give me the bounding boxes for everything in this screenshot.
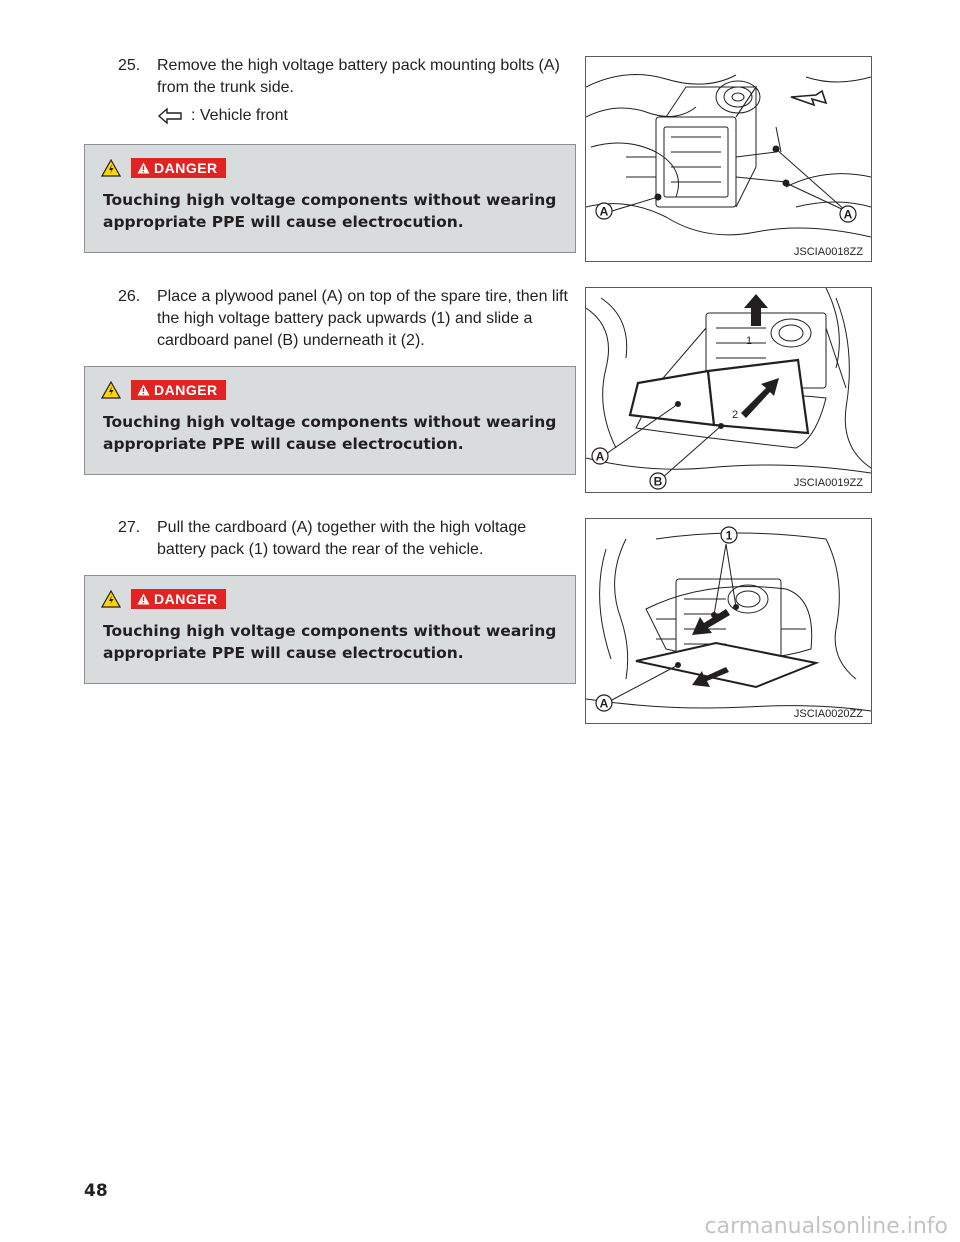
- warning-triangle-icon: [137, 384, 150, 396]
- danger-text: Touching high voltage components without wearing appropriate PPE will cause electrocution.: [103, 622, 557, 662]
- svg-text:A: A: [595, 449, 605, 464]
- figure-battery-bolts: [585, 56, 872, 262]
- label-a: [592, 448, 608, 464]
- label-1: [721, 527, 737, 543]
- label-a-left: [596, 203, 612, 219]
- danger-badge: [131, 589, 226, 609]
- label-1: 1: [746, 335, 753, 347]
- label-2: 2: [732, 409, 739, 421]
- legend-text: : Vehicle front: [191, 107, 288, 124]
- figure-code: JSCIA0020ZZ: [793, 708, 863, 720]
- page-number: 48: [84, 1181, 108, 1201]
- vehicle-front-legend: [157, 107, 288, 125]
- danger-header: [101, 589, 226, 609]
- danger-box: [84, 144, 576, 253]
- step-number: 27.: [118, 519, 141, 536]
- figure-battery-lift: [585, 287, 872, 493]
- label-b: [650, 473, 666, 489]
- danger-badge: [131, 380, 226, 400]
- step-text: Remove the high voltage battery pack mounting bolts (A) from the trunk side.: [157, 57, 560, 96]
- figure-code: JSCIA0018ZZ: [793, 246, 863, 258]
- danger-text: Touching high voltage components without wearing appropriate PPE will cause electrocution.: [103, 191, 557, 231]
- label-a-right: [840, 206, 856, 222]
- svg-text:B: B: [653, 474, 663, 489]
- danger-header: [101, 158, 226, 178]
- step-number: 26.: [118, 288, 141, 305]
- step-text: Place a plywood panel (A) on top of the spare tire, then lift the high voltage battery pack upwards (1) and slide a cardboard panel (B) underneath it (2).: [157, 288, 568, 349]
- danger-box: [84, 366, 576, 475]
- high-voltage-warning-icon: [101, 590, 121, 608]
- watermark[interactable]: carmanualsonline.info: [704, 1214, 948, 1239]
- svg-text:A: A: [599, 696, 609, 711]
- vehicle-front-arrow-icon: [157, 107, 183, 125]
- step-25: [118, 55, 578, 99]
- warning-triangle-icon: [137, 162, 150, 174]
- svg-text:A: A: [843, 207, 853, 222]
- danger-header: [101, 380, 226, 400]
- danger-badge-label: DANGER: [154, 382, 218, 398]
- step-number: 25.: [118, 57, 141, 74]
- figure-battery-pull: [585, 518, 872, 724]
- figure-code: JSCIA0019ZZ: [793, 477, 863, 489]
- danger-badge-label: DANGER: [154, 591, 218, 607]
- high-voltage-warning-icon: [101, 381, 121, 399]
- step-text: Pull the cardboard (A) together with the high voltage battery pack (1) toward the rear of the vehicle.: [157, 519, 527, 558]
- danger-badge-label: DANGER: [154, 160, 218, 176]
- warning-triangle-icon: [137, 593, 150, 605]
- svg-text:A: A: [599, 204, 609, 219]
- step-26: [118, 286, 578, 352]
- danger-box: [84, 575, 576, 684]
- danger-text: Touching high voltage components without wearing appropriate PPE will cause electrocution.: [103, 413, 557, 453]
- danger-badge: [131, 158, 226, 178]
- battery-pull-illustration: [586, 519, 871, 723]
- battery-lift-illustration: [586, 288, 871, 492]
- step-27: [118, 517, 578, 561]
- label-a: [596, 695, 612, 711]
- svg-text:1: 1: [725, 528, 733, 543]
- battery-bolts-illustration: [586, 57, 871, 261]
- high-voltage-warning-icon: [101, 159, 121, 177]
